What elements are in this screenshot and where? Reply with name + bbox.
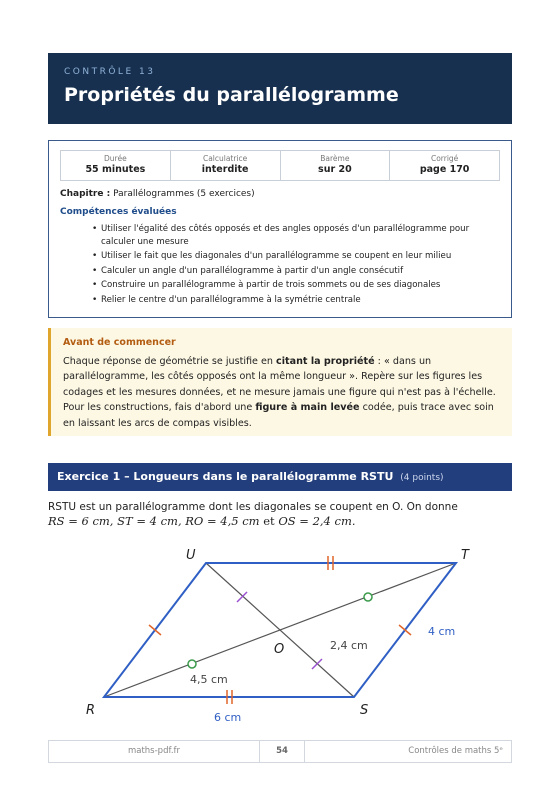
tick-ru xyxy=(149,625,161,635)
vertex-u: U xyxy=(186,548,196,563)
control-label: CONTRÔLE 13 xyxy=(64,67,156,77)
footer-site: maths-pdf.fr xyxy=(127,746,181,756)
exercise-intro: RSTU est un parallélogramme dont les diagonales se coupent en O. On donne xyxy=(48,501,458,513)
stat-value: interdite xyxy=(201,164,249,175)
label-ro: 4,5 cm xyxy=(190,673,228,686)
stat-key: Durée xyxy=(104,154,127,163)
chapitre-value: Parallélogrammes (5 exercices) xyxy=(113,189,255,199)
circle-ro xyxy=(188,660,196,668)
exercise-points: (4 points) xyxy=(400,473,444,483)
stat-corrige xyxy=(390,151,499,180)
vertex-o: O xyxy=(274,642,285,657)
tick-st xyxy=(399,625,411,635)
note-text xyxy=(63,354,500,431)
math-st: ST = 4 cm, xyxy=(117,514,182,528)
info-box xyxy=(48,140,512,318)
page-title: Propriétés du parallélogramme xyxy=(64,84,399,106)
list-item: • Utiliser l'égalité des côtés opposés et des angles opposés d'un parallélogramme pour calculer une mesure xyxy=(92,223,500,248)
stat-key: Barème xyxy=(320,154,350,163)
note-bold: citant la propriété xyxy=(276,356,375,367)
circle-ot xyxy=(364,593,372,601)
stat-value: sur 20 xyxy=(318,164,352,175)
header-banner xyxy=(48,53,512,124)
note-box xyxy=(48,328,512,436)
math-os: OS = 2,4 cm. xyxy=(278,514,356,528)
stat-duree xyxy=(61,151,171,180)
note-text-part: : « dans un parallélogramme, les côtés opposés ont la même longueur ». Repère sur les figures les codages et les mesures données, et ne mesure jamais une figure qui n'est pas à l'échelle. Pour les constructions, fais d'abord une xyxy=(63,356,496,414)
math-ro: RO = 4,5 cm xyxy=(185,514,260,528)
exercise-header xyxy=(48,463,512,491)
exercise-math xyxy=(48,514,512,528)
note-title: Avant de commencer xyxy=(63,337,176,348)
stat-key: Corrigé xyxy=(430,154,459,163)
competences-title: Compétences évaluées xyxy=(60,207,177,217)
cross-uo xyxy=(237,592,247,602)
stat-bareme xyxy=(281,151,391,180)
exercise-title: Exercice 1 – Longueurs dans le parallélogramme RSTU xyxy=(57,470,394,483)
footer-page-number: 54 xyxy=(259,741,305,762)
note-bold: figure à main levée xyxy=(255,402,360,414)
note-text-part: Chaque réponse de géométrie se justifie en xyxy=(63,356,277,367)
list-item: • Utiliser le fait que les diagonales d'un parallélogramme se coupent en leur milieu xyxy=(92,250,500,263)
label-rs: 6 cm xyxy=(214,711,242,724)
vertex-s: S xyxy=(360,703,369,718)
stats-table xyxy=(60,150,500,181)
exercise-statement xyxy=(48,500,512,528)
stat-value: page 170 xyxy=(419,164,470,175)
vertex-t: T xyxy=(461,548,469,563)
label-st: 4 cm xyxy=(428,625,456,638)
chapitre-label: Chapitre : xyxy=(60,189,111,199)
parallelogram-figure xyxy=(48,540,488,730)
page-footer xyxy=(48,740,512,763)
footer-collection: Contrôles de maths 5ᵉ xyxy=(408,746,503,756)
label-os: 2,4 cm xyxy=(330,639,368,652)
stat-calculatrice xyxy=(171,151,281,180)
stat-value: 55 minutes xyxy=(85,164,146,175)
competences-list xyxy=(60,223,500,306)
note-text-part: codée, puis trace avec soin en laissant les arcs de compas visibles. xyxy=(63,402,494,429)
diagonal-us xyxy=(206,563,354,697)
list-item: • Construire un parallélogramme à partir de trois sommets ou de ses diagonales xyxy=(92,279,500,292)
vertex-r: R xyxy=(86,703,96,718)
math-rs: RS = 6 cm, xyxy=(48,514,114,528)
list-item: • Calculer un angle d'un parallélogramme à partir d'un angle consécutif xyxy=(92,265,500,278)
list-item: • Relier le centre d'un parallélogramme à la symétrie centrale xyxy=(92,294,500,307)
math-et: et xyxy=(263,514,275,528)
chapitre-line xyxy=(60,189,500,199)
stat-key: Calculatrice xyxy=(202,154,248,163)
